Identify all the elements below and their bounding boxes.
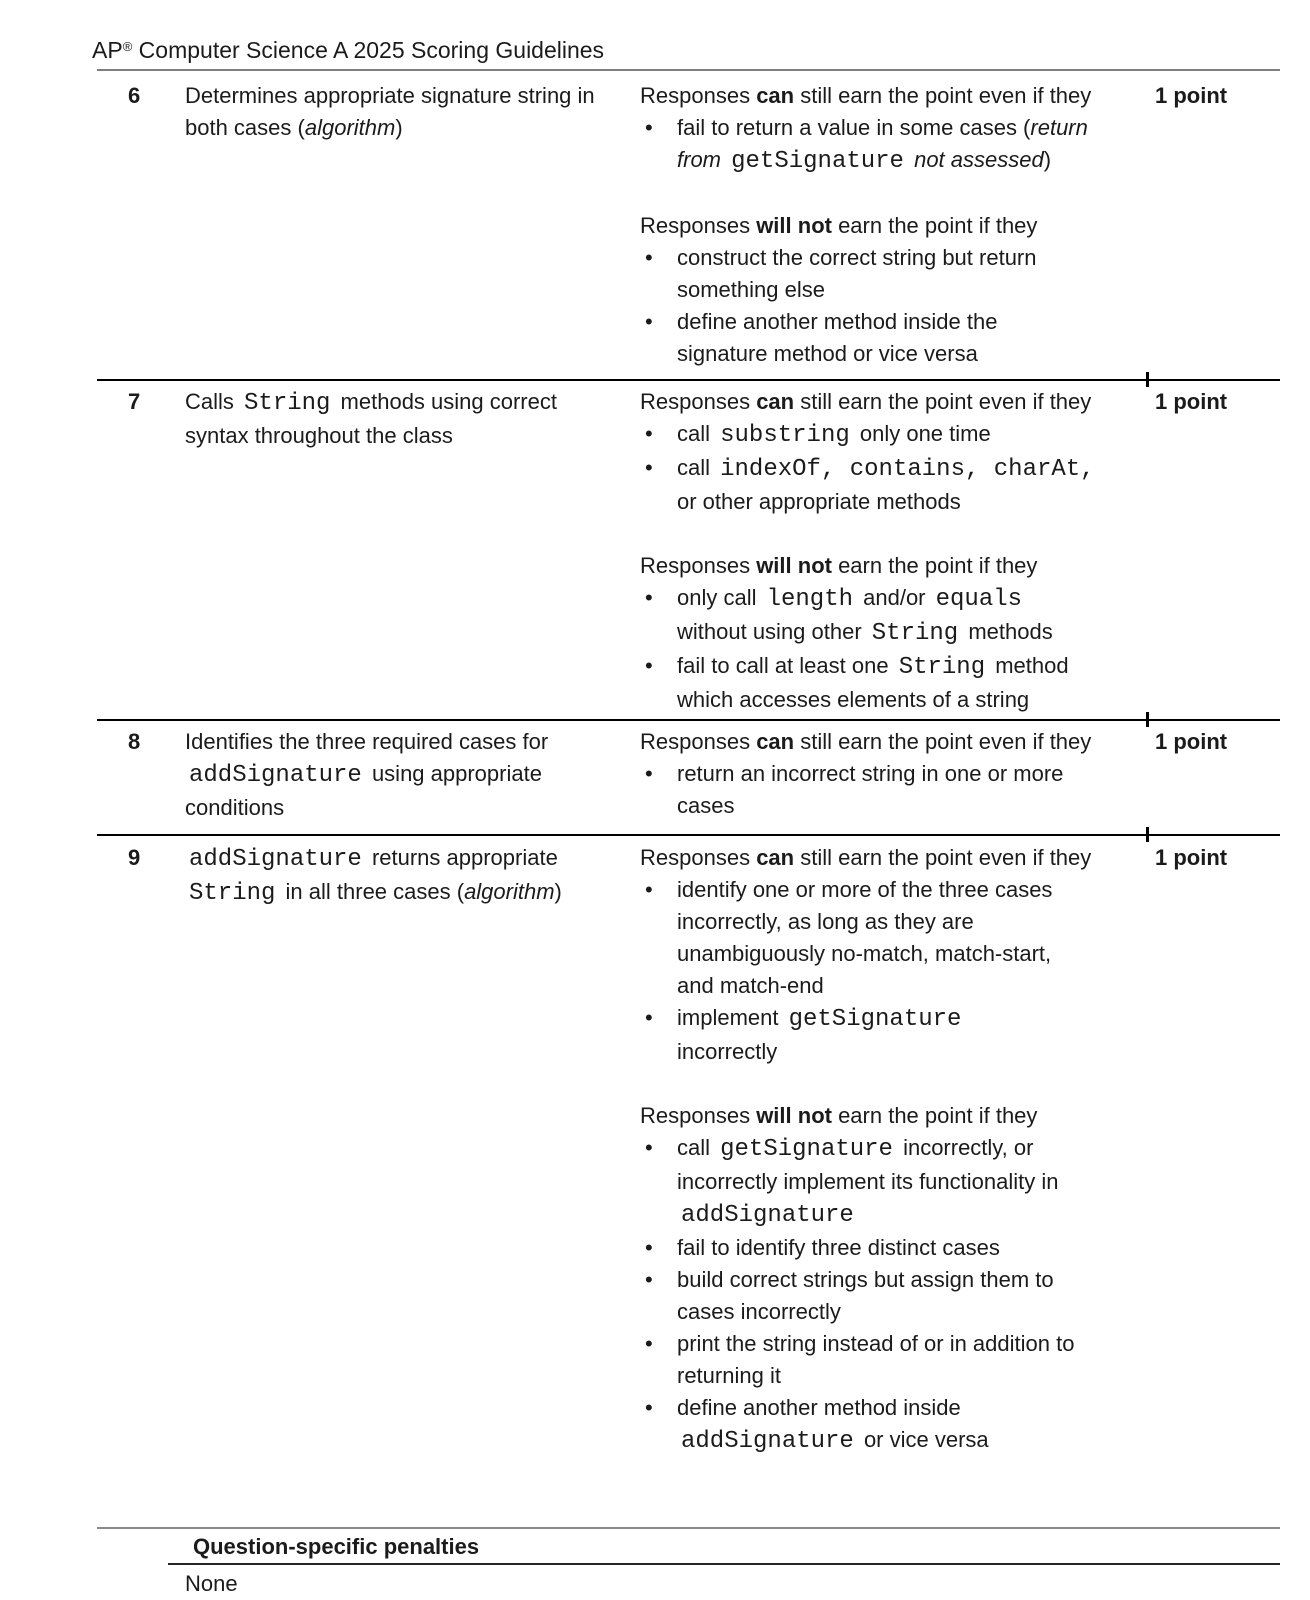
text-segment: equals bbox=[935, 586, 1023, 613]
text-segment: earn the point if they bbox=[831, 1103, 1038, 1128]
bullet-text bbox=[677, 758, 1127, 822]
text-segment: still earn the point even if they bbox=[794, 845, 1092, 870]
bullet-icon: • bbox=[645, 309, 653, 334]
bullet-text bbox=[677, 112, 1127, 178]
text-segment: Responses bbox=[640, 845, 757, 870]
text-segment: something else bbox=[677, 277, 825, 302]
row-criteria bbox=[640, 80, 1135, 370]
text-segment: only call bbox=[677, 585, 763, 610]
row-description bbox=[185, 80, 640, 370]
text-segment: in all three cases ( bbox=[279, 879, 465, 904]
text-segment: addSignature bbox=[189, 846, 362, 873]
criteria-lead bbox=[640, 726, 1127, 758]
penalties-divider bbox=[168, 1563, 1280, 1565]
bullet-text bbox=[677, 874, 1127, 1002]
text-segment: construct the correct string but return bbox=[677, 245, 1037, 270]
criteria-lead bbox=[640, 210, 1127, 242]
criteria-lead bbox=[640, 842, 1127, 874]
criteria-bullet bbox=[640, 306, 1127, 370]
text-segment: earn the point if they bbox=[831, 213, 1038, 238]
text-segment: Responses bbox=[640, 1103, 757, 1128]
text-segment: can bbox=[756, 845, 795, 870]
row-number: 9 bbox=[128, 845, 141, 870]
bullet-text bbox=[677, 452, 1127, 518]
text-segment: which accesses elements of a string bbox=[677, 687, 1030, 712]
bullet-text bbox=[677, 1232, 1127, 1264]
text-segment: getSignature bbox=[788, 1006, 962, 1033]
criteria-lead bbox=[640, 80, 1127, 112]
criteria-bullet bbox=[640, 418, 1127, 452]
text-segment: unambiguously no-match, match-start, bbox=[677, 941, 1052, 966]
text-segment: conditions bbox=[185, 795, 285, 820]
text-segment: identify one or more of the three cases bbox=[677, 877, 1053, 902]
text-segment: still earn the point even if they bbox=[794, 83, 1092, 108]
text-segment: fail to return a value in some cases ( bbox=[677, 115, 1031, 140]
text-segment: substring bbox=[720, 422, 850, 449]
bullet-icon: • bbox=[645, 1267, 653, 1292]
text-segment: Responses bbox=[640, 213, 757, 238]
text-segment: implement bbox=[677, 1005, 785, 1030]
text-segment: AP bbox=[92, 37, 123, 63]
text-segment: returns appropriate bbox=[365, 845, 558, 870]
text-segment: Computer Science A 2025 Scoring Guidelines bbox=[132, 37, 605, 63]
text-segment: addSignature bbox=[189, 762, 362, 789]
points-label: 1 point bbox=[1155, 389, 1228, 414]
text-segment: addSignature bbox=[681, 1202, 854, 1229]
penalties-value: None bbox=[185, 1571, 238, 1596]
row-description bbox=[185, 726, 640, 824]
criteria-bullet bbox=[640, 1232, 1127, 1264]
text-segment: ) bbox=[554, 879, 562, 904]
criteria-lead bbox=[640, 550, 1127, 582]
criteria-bullet bbox=[640, 582, 1127, 650]
text-segment: fail to identify three distinct cases bbox=[677, 1235, 1000, 1260]
text-segment: Responses bbox=[640, 553, 757, 578]
points-label: 1 point bbox=[1155, 729, 1228, 754]
criteria-bullet bbox=[640, 650, 1127, 716]
criteria-lead bbox=[640, 1100, 1127, 1132]
text-segment: Responses bbox=[640, 83, 757, 108]
criteria-bullet bbox=[640, 1132, 1127, 1232]
row-number: 8 bbox=[128, 729, 141, 754]
text-segment: call bbox=[677, 1135, 717, 1160]
criteria-bullet bbox=[640, 1264, 1127, 1328]
criteria-bullet bbox=[640, 1328, 1127, 1392]
text-segment: still earn the point even if they bbox=[794, 729, 1092, 754]
text-segment: and/or bbox=[857, 585, 932, 610]
bullet-icon: • bbox=[645, 1331, 653, 1356]
text-segment: can bbox=[756, 83, 795, 108]
scoring-table bbox=[97, 69, 1280, 1549]
text-segment: incorrectly, as long as they are bbox=[677, 909, 974, 934]
criteria-bullet bbox=[640, 874, 1127, 1002]
text-segment: incorrectly, or bbox=[896, 1135, 1034, 1160]
penalties-section bbox=[97, 1527, 1280, 1596]
bullet-icon: • bbox=[645, 1135, 653, 1160]
text-segment: ® bbox=[122, 39, 133, 54]
text-segment: syntax throughout the class bbox=[185, 423, 453, 448]
bullet-icon: • bbox=[645, 1005, 653, 1030]
text-segment: ) bbox=[395, 115, 403, 140]
criteria-bullet bbox=[640, 242, 1127, 306]
bullet-text bbox=[677, 418, 1127, 452]
criteria-lead bbox=[640, 386, 1127, 418]
text-segment: fail to call at least one bbox=[677, 653, 895, 678]
text-segment: Calls bbox=[185, 389, 241, 414]
bullet-text bbox=[677, 1392, 1127, 1458]
bullet-text bbox=[677, 1264, 1127, 1328]
row-number: 6 bbox=[128, 83, 141, 108]
page-title bbox=[92, 34, 604, 63]
text-segment: cases incorrectly bbox=[677, 1299, 841, 1324]
bullet-icon: • bbox=[645, 421, 653, 446]
text-segment: String bbox=[189, 880, 276, 907]
text-segment: define another method inside the bbox=[677, 309, 998, 334]
text-segment: or vice versa bbox=[857, 1427, 989, 1452]
text-segment: will not bbox=[756, 1103, 832, 1128]
bullet-icon: • bbox=[645, 653, 653, 678]
text-segment: methods using correct bbox=[334, 389, 557, 414]
text-segment: Identifies the three required cases for bbox=[185, 729, 549, 754]
text-segment: returning it bbox=[677, 1363, 781, 1388]
text-segment: methods bbox=[962, 619, 1053, 644]
text-segment: getSignature bbox=[720, 1136, 893, 1163]
paragraph-spacer bbox=[640, 518, 1127, 550]
bullet-icon: • bbox=[645, 115, 653, 140]
bullet-text bbox=[677, 582, 1127, 650]
text-segment: algorithm bbox=[464, 879, 555, 904]
text-segment: method bbox=[989, 653, 1069, 678]
text-segment: will not bbox=[756, 213, 832, 238]
criteria-bullet bbox=[640, 758, 1127, 822]
row-criteria bbox=[640, 842, 1135, 1458]
text-segment: build correct strings but assign them to bbox=[677, 1267, 1054, 1292]
text-segment: String bbox=[871, 620, 959, 647]
text-segment: only one time bbox=[853, 421, 991, 446]
text-segment: signature method or vice versa bbox=[677, 341, 978, 366]
bullet-icon: • bbox=[645, 585, 653, 610]
text-segment: and match-end bbox=[677, 973, 824, 998]
text-segment: without using other bbox=[677, 619, 868, 644]
bullet-icon: • bbox=[645, 877, 653, 902]
text-segment: using appropriate bbox=[365, 761, 542, 786]
text-segment: indexOf, contains, charAt, bbox=[720, 456, 1095, 483]
row-number: 7 bbox=[128, 389, 141, 414]
table-row bbox=[97, 719, 1280, 834]
text-segment: or other appropriate methods bbox=[677, 489, 961, 514]
row-criteria bbox=[640, 386, 1135, 716]
bullet-text bbox=[677, 650, 1127, 716]
text-segment: print the string instead of or in addition to bbox=[677, 1331, 1075, 1356]
criteria-bullet bbox=[640, 1002, 1127, 1068]
text-segment: earn the point if they bbox=[831, 553, 1038, 578]
table-row bbox=[97, 379, 1280, 719]
text-segment: String bbox=[898, 654, 986, 681]
table-row bbox=[97, 834, 1280, 1549]
text-segment: cases bbox=[677, 793, 735, 818]
text-segment: define another method inside bbox=[677, 1395, 961, 1420]
text-segment: incorrectly implement its functionality in bbox=[677, 1169, 1059, 1194]
text-segment: both cases ( bbox=[185, 115, 305, 140]
text-segment: length bbox=[766, 586, 854, 613]
criteria-bullet bbox=[640, 452, 1127, 518]
bullet-text bbox=[677, 1328, 1127, 1392]
text-segment: return bbox=[1030, 115, 1088, 140]
penalties-heading: Question-specific penalties bbox=[193, 1534, 480, 1559]
text-segment: can bbox=[756, 729, 795, 754]
text-segment: getSignature bbox=[731, 148, 904, 175]
text-segment: incorrectly bbox=[677, 1039, 778, 1064]
text-segment: will not bbox=[756, 553, 832, 578]
text-segment: still earn the point even if they bbox=[794, 389, 1092, 414]
points-label: 1 point bbox=[1155, 845, 1228, 870]
bullet-text bbox=[677, 242, 1127, 306]
text-segment: ) bbox=[1043, 147, 1052, 172]
text-segment: can bbox=[756, 389, 795, 414]
bullet-text bbox=[677, 1132, 1127, 1232]
text-segment: from bbox=[677, 147, 721, 172]
text-segment: Responses bbox=[640, 389, 757, 414]
row-description bbox=[185, 842, 640, 1458]
bullet-icon: • bbox=[645, 761, 653, 786]
text-segment: call bbox=[677, 455, 717, 480]
text-segment: Responses bbox=[640, 729, 757, 754]
row-criteria bbox=[640, 726, 1135, 824]
bullet-icon: • bbox=[645, 245, 653, 270]
bullet-icon: • bbox=[645, 455, 653, 480]
table-row bbox=[97, 71, 1280, 379]
criteria-bullet bbox=[640, 112, 1127, 178]
text-segment: not assessed bbox=[914, 147, 1044, 172]
text-segment: return an incorrect string in one or more bbox=[677, 761, 1064, 786]
bullet-icon: • bbox=[645, 1235, 653, 1260]
row-description bbox=[185, 386, 640, 716]
text-segment: Determines appropriate signature string in bbox=[185, 83, 595, 108]
paragraph-spacer bbox=[640, 178, 1127, 210]
bullet-icon: • bbox=[645, 1395, 653, 1420]
bullet-text bbox=[677, 1002, 1127, 1068]
paragraph-spacer bbox=[640, 1068, 1127, 1100]
text-segment: algorithm bbox=[304, 115, 396, 140]
text-segment: addSignature bbox=[681, 1428, 854, 1455]
bullet-text bbox=[677, 306, 1127, 370]
criteria-bullet bbox=[640, 1392, 1127, 1458]
text-segment: String bbox=[244, 390, 331, 417]
points-label: 1 point bbox=[1155, 83, 1228, 108]
text-segment: call bbox=[677, 421, 717, 446]
